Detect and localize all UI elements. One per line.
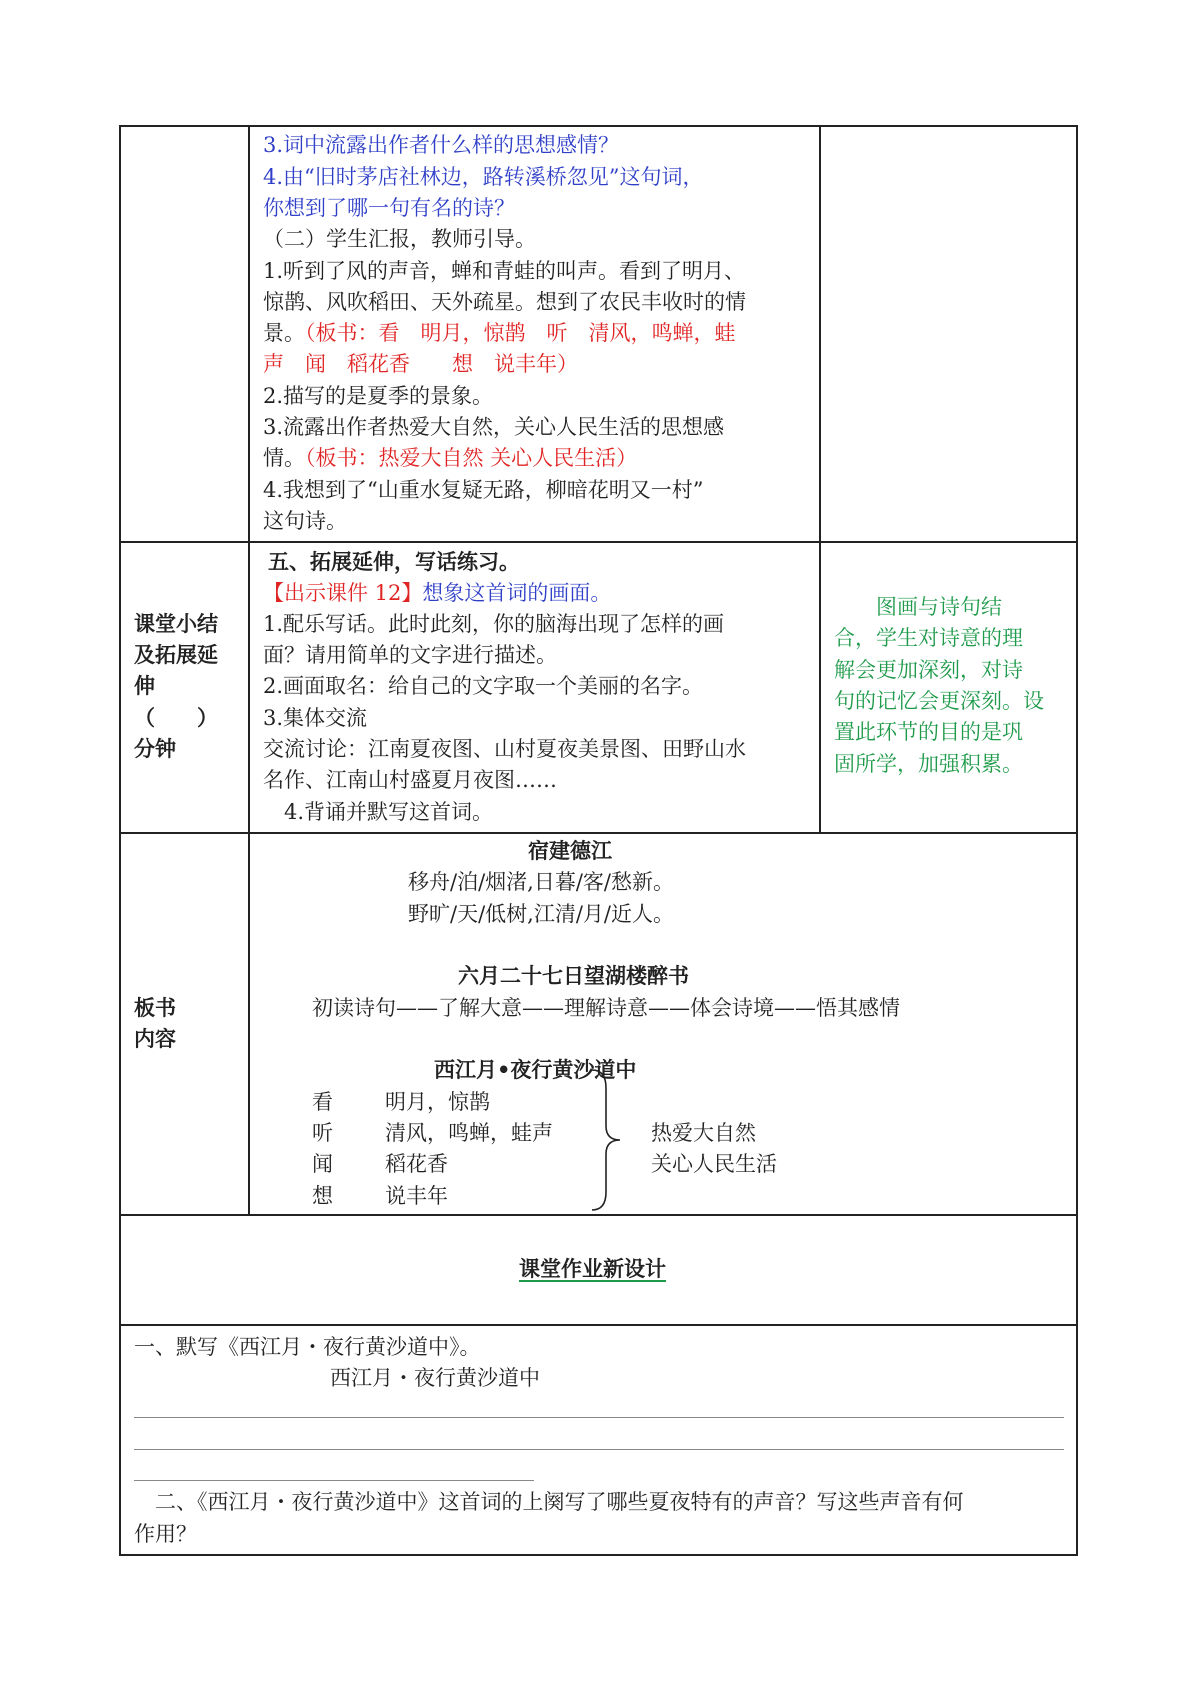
answer-3-prefix: 情。 (263, 446, 305, 470)
sense-verb-listen: 听 (312, 1121, 333, 1145)
feeling-2: 关心人民生活 (651, 1152, 777, 1176)
summary-line-3: 2.画面取名：给自己的文字取一个美丽的名字。 (263, 674, 704, 698)
row-divider-3 (119, 1214, 1078, 1216)
answer-1-line2: 惊鹊、风吹稻田、天外疏星。想到了农民丰收时的情 (263, 290, 746, 314)
col-divider-2 (819, 125, 821, 833)
answer-4-line2: 这句诗。 (263, 509, 347, 533)
design-note-6: 固所学，加强积累。 (834, 752, 1023, 776)
poem2-steps: 初读诗句——了解大意——理解诗意——体会诗境——悟其感情 (312, 996, 900, 1020)
poem3-title: 西江月•夜行黄沙道中 (434, 1058, 637, 1082)
right-brace (588, 1068, 624, 1212)
summary-line-1: 1.配乐写话。此时此刻，你的脑海出现了怎样的画 (263, 612, 725, 636)
sense-verb-look: 看 (312, 1090, 333, 1114)
design-note-4: 句的记忆会更深刻。设 (834, 689, 1044, 713)
question-4-line1: 4.由“旧时茅店社林边，路转溪桥忽见”这句词， (263, 165, 704, 189)
poem1-line-2: 野旷/天/低树,江清/月/近人。 (408, 902, 674, 926)
question-4-line2: 你想到了哪一句有名的诗？ (263, 196, 515, 220)
sense-content-smell: 稻花香 (385, 1152, 448, 1176)
row-divider-2 (119, 832, 1078, 834)
summary-heading: 五、拓展延伸，写话练习。 (268, 550, 520, 574)
table-border-top (119, 125, 1078, 127)
sense-verb-think: 想 (312, 1184, 333, 1208)
col-divider-1 (248, 125, 250, 1215)
answer-2: 2.描写的是夏季的景象。 (263, 384, 494, 408)
homework-q2-line2: 作用？ (134, 1522, 197, 1546)
courseware-text: 想象这首词的画面。 (422, 581, 612, 605)
summary-line-4: 3.集体交流 (263, 706, 368, 730)
answer-1-line1: 1.听到了风的声音，蝉和青蛙的叫声。看到了明月、 (263, 259, 746, 283)
feeling-1: 热爱大自然 (651, 1121, 756, 1145)
homework-q2-line1: 二、《西江月・夜行黄沙道中》这首词的上阕写了哪些夏夜特有的声音？写这些声音有何 (134, 1490, 964, 1514)
design-note-2: 合，学生对诗意的理 (834, 626, 1023, 650)
poem1-title: 宿建德江 (528, 839, 612, 863)
answer-3-line2 (263, 443, 637, 474)
design-note-1: 图画与诗句结 (834, 595, 1002, 619)
homework-title: 课堂作业新设计 (519, 1257, 666, 1281)
board-label-2: 内容 (134, 1027, 176, 1051)
summary-line-5: 交流讨论：江南夏夜图、山村夏夜美景图、田野山水 (263, 737, 746, 761)
design-note-3: 解会更加深刻，对诗 (834, 658, 1023, 682)
summary-line-7: 4.背诵并默写这首词。 (263, 800, 494, 824)
summary-label-5: 分钟 (134, 737, 176, 761)
sense-content-think: 说丰年 (385, 1184, 448, 1208)
homework-q1: 一、默写《西江月・夜行黄沙道中》。 (134, 1335, 481, 1359)
poem1-line-1: 移舟/泊/烟渚,日暮/客/愁新。 (408, 870, 674, 894)
table-border-bottom (119, 1554, 1078, 1556)
sense-content-listen: 清风，鸣蝉，蛙声 (385, 1121, 553, 1145)
answer-3-line1: 3.流露出作者热爱大自然，关心人民生活的思想感 (263, 415, 725, 439)
answer-4-line1: 4.我想到了“山重水复疑无路，柳暗花明又一村” (263, 478, 704, 502)
board-note-1: （板书：看 明月，惊鹊 听 清风，鸣蝉，蛙 (305, 321, 736, 345)
table-border-left (119, 125, 121, 1556)
summary-label-1: 课堂小结 (134, 612, 218, 636)
table-border-right (1076, 125, 1078, 1556)
answer-line-1[interactable] (134, 1417, 1064, 1418)
summary-label-3: 伸 (134, 674, 155, 698)
board-note-1-cont: 声 闻 稻花香 想 说丰年） (263, 352, 578, 376)
answer-1-line3 (263, 318, 736, 349)
courseware-line (263, 578, 611, 609)
homework-q1-subtitle: 西江月・夜行黄沙道中 (330, 1366, 540, 1390)
summary-line-6: 名作、江南山村盛夏月夜图…… (263, 768, 557, 792)
question-3: 3.词中流露出作者什么样的思想感情？ (263, 133, 620, 157)
sense-verb-smell: 闻 (312, 1152, 333, 1176)
courseware-tag: 【出示课件 12】 (263, 581, 423, 605)
sense-content-look: 明月，惊鹊 (385, 1090, 490, 1114)
answer-line-2[interactable] (134, 1449, 1064, 1450)
row-divider-1 (119, 541, 1078, 543)
poem2-title: 六月二十七日望湖楼醉书 (458, 964, 689, 988)
answer-1-prefix: 景。 (263, 321, 305, 345)
board-note-2: （板书：热爱大自然 关心人民生活） (305, 446, 638, 470)
design-note-5: 置此环节的目的是巩 (834, 720, 1023, 744)
answer-line-3[interactable] (134, 1480, 534, 1481)
summary-label-2: 及拓展延 (134, 643, 218, 667)
board-label-1: 板书 (134, 996, 176, 1020)
student-report-heading: （二）学生汇报，教师引导。 (263, 227, 536, 251)
summary-line-2: 面？请用简单的文字进行描述。 (263, 643, 557, 667)
row-divider-4 (119, 1324, 1078, 1326)
summary-label-4: （ ） (134, 706, 218, 730)
